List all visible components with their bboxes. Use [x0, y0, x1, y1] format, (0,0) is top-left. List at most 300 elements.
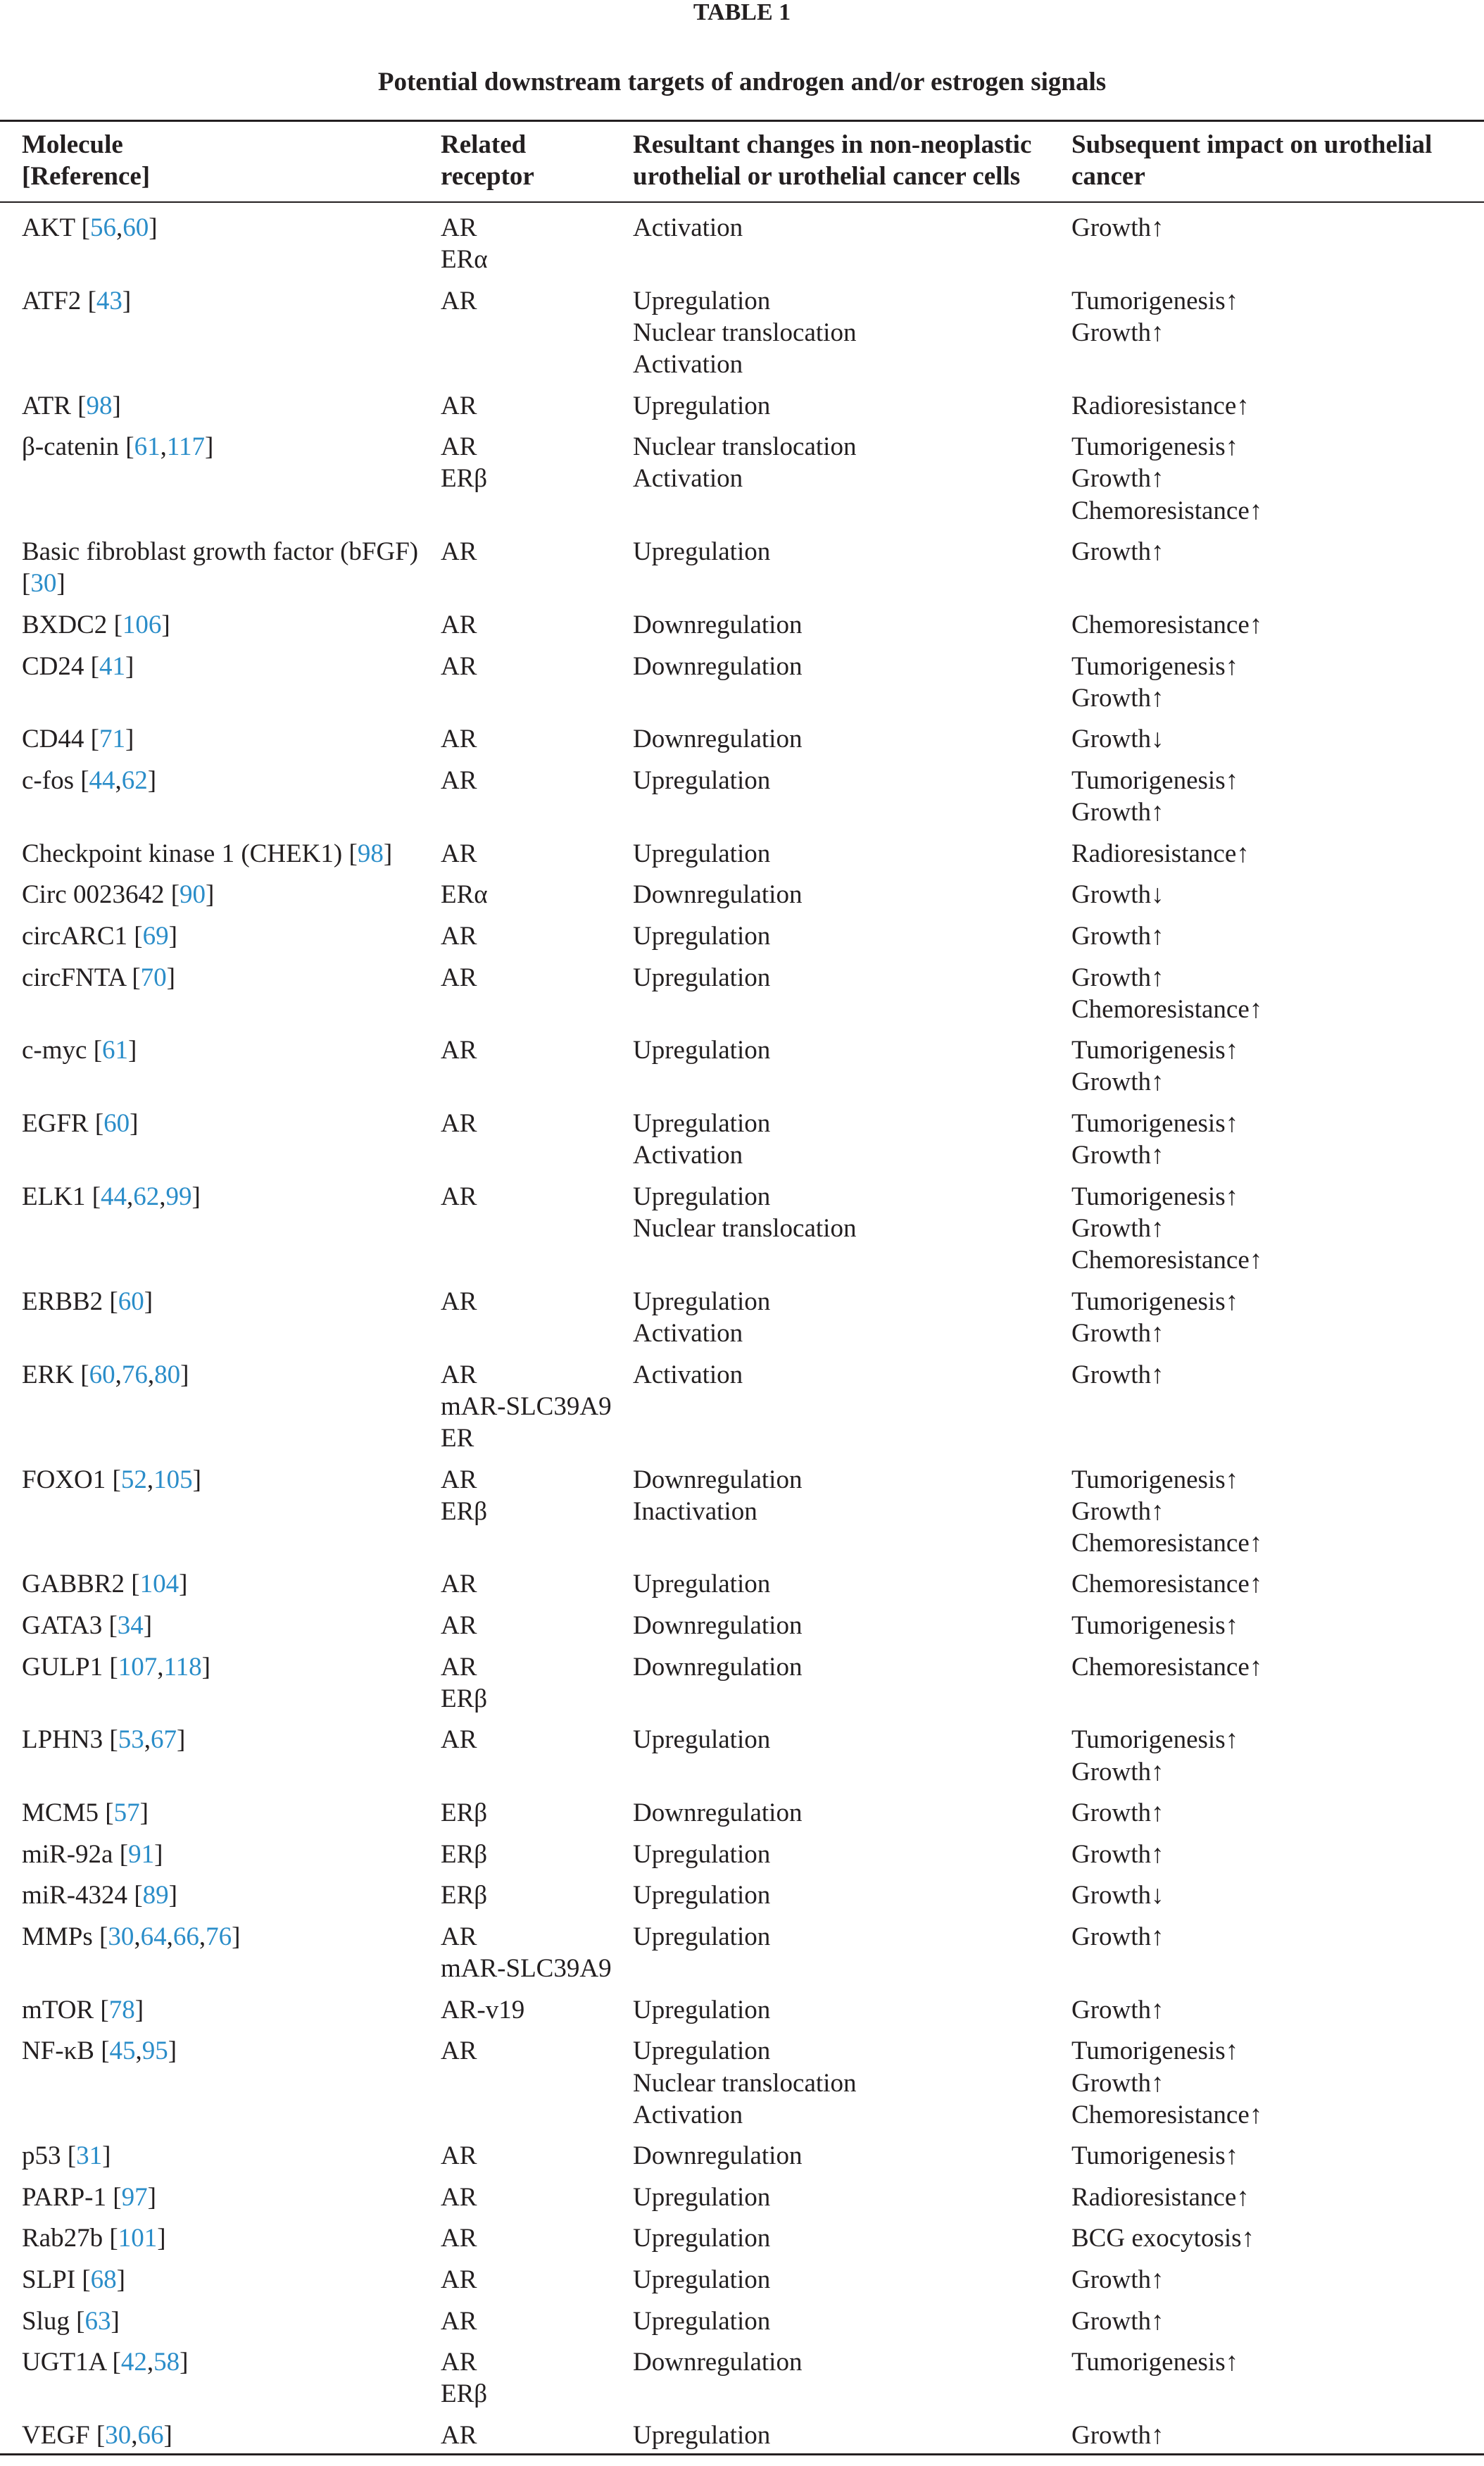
molecule-name: ERK — [22, 1360, 74, 1389]
reference-separator: , — [115, 765, 122, 795]
molecule-name: c-fos — [22, 765, 74, 795]
receptor-item: AR — [441, 2421, 477, 2450]
reference-link[interactable]: 98 — [357, 839, 384, 868]
impact-item: Growth↑ — [1071, 683, 1164, 713]
table-row — [0, 528, 1484, 601]
molecule-name: ERBB2 — [22, 1287, 103, 1316]
reference-link[interactable]: 91 — [128, 1839, 155, 1869]
reference-bracket-close: ] — [192, 1465, 201, 1494]
molecule-text — [22, 390, 430, 422]
receptor-cell — [441, 838, 633, 870]
molecule-text — [22, 920, 430, 952]
impact-cell — [1071, 609, 1484, 641]
reference-separator: , — [134, 1922, 141, 1951]
molecule-cell — [0, 2182, 441, 2213]
impact-cell — [1071, 285, 1484, 349]
reference-group — [105, 1798, 149, 1827]
reference-link[interactable]: 44 — [101, 1182, 127, 1211]
reference-bracket-open: [ — [113, 2182, 122, 2212]
impact-cell — [1071, 1994, 1484, 2026]
reference-bracket-close: ] — [149, 213, 158, 242]
reference-bracket-close: ] — [134, 1995, 144, 2024]
header-line: cancer — [1071, 162, 1145, 192]
reference-separator: , — [160, 432, 167, 462]
reference-bracket-close: ] — [56, 569, 65, 599]
receptor-item: ERα — [441, 880, 488, 910]
reference-link[interactable]: 60 — [89, 1360, 115, 1389]
reference-bracket-open: [ — [22, 569, 31, 599]
receptor-item: AR — [441, 1652, 477, 1682]
header-line: Related — [441, 130, 527, 160]
change-item: Upregulation — [633, 1182, 771, 1211]
reference-link[interactable]: 69 — [142, 921, 169, 951]
reference-bracket-open: [ — [109, 1725, 118, 1755]
table-row — [0, 913, 1484, 954]
receptor-item: AR — [441, 2265, 477, 2295]
molecule-cell — [0, 1359, 441, 1391]
reference-group — [88, 287, 132, 315]
reference-group — [96, 2421, 172, 2450]
receptor-cell — [441, 1286, 633, 1318]
molecule-text — [22, 1839, 430, 1870]
changes-cell — [633, 723, 1071, 755]
impact-item: Chemoresistance↑ — [1071, 1528, 1263, 1558]
molecule-text — [22, 962, 430, 994]
molecule-name: ATF2 — [22, 286, 82, 315]
molecule-cell — [0, 2222, 441, 2254]
molecule-name: β-catenin — [22, 432, 119, 462]
table-row — [0, 643, 1484, 716]
header-impact — [1071, 129, 1484, 192]
impact-cell — [1071, 920, 1484, 952]
molecule-cell — [0, 2420, 441, 2451]
table-row — [0, 1872, 1484, 1913]
molecule-name: mTOR — [22, 1995, 94, 2024]
changes-cell — [633, 1034, 1071, 1066]
reference-bracket-close: ] — [144, 1287, 153, 1316]
changes-cell — [633, 879, 1071, 910]
molecule-text — [22, 2182, 430, 2213]
impact-cell — [1071, 962, 1484, 1025]
molecule-name: VEGF — [22, 2421, 90, 2450]
table-row — [0, 1173, 1484, 1278]
molecule-cell — [0, 1181, 441, 1213]
changes-cell — [633, 1879, 1071, 1911]
reference-link[interactable]: 67 — [150, 1725, 177, 1755]
reference-link[interactable]: 57 — [113, 1798, 140, 1828]
molecule-text — [22, 1994, 430, 2026]
reference-bracket-close: ] — [116, 2265, 125, 2295]
receptor-cell — [441, 2182, 633, 2213]
molecule-name: Slug — [22, 2306, 70, 2336]
table-row — [0, 382, 1484, 424]
reference-separator: , — [166, 1922, 173, 1951]
reference-bracket-close: ] — [102, 2141, 111, 2171]
changes-cell — [633, 1724, 1071, 1755]
reference-bracket-open: [ — [170, 880, 180, 910]
reference-separator: , — [159, 1182, 166, 1211]
table-row — [0, 2412, 1484, 2453]
table-row — [0, 2298, 1484, 2339]
reference-bracket-open: [ — [109, 1652, 118, 1682]
reference-bracket-close: ] — [191, 1182, 201, 1211]
reference-link[interactable]: 107 — [118, 1652, 158, 1682]
molecule-text — [22, 212, 430, 244]
reference-link[interactable]: 31 — [76, 2141, 103, 2171]
reference-bracket-close: ] — [157, 2224, 166, 2253]
reference-link[interactable]: 64 — [140, 1922, 167, 1951]
receptor-cell — [441, 1651, 633, 1715]
change-item: Activation — [633, 1141, 743, 1170]
molecule-name: p53 — [22, 2141, 61, 2171]
molecule-text — [22, 536, 430, 599]
receptor-cell — [441, 1921, 633, 1984]
reference-link[interactable]: 66 — [137, 2421, 164, 2450]
molecule-cell — [0, 609, 441, 641]
changes-cell — [633, 1651, 1071, 1683]
receptor-item: AR — [441, 921, 477, 951]
reference-bracket-open: [ — [82, 2265, 91, 2295]
reference-bracket-open: [ — [132, 963, 141, 992]
molecule-cell — [0, 1724, 441, 1755]
reference-link[interactable]: 66 — [172, 1922, 199, 1951]
receptor-item: AR — [441, 765, 477, 795]
molecule-name: ELK1 — [22, 1182, 86, 1211]
impact-item: Tumorigenesis↑ — [1071, 2348, 1239, 2377]
impact-item: Growth↑ — [1071, 1922, 1164, 1951]
change-item: Activation — [633, 1318, 743, 1348]
reference-group — [134, 1881, 177, 1910]
molecule-cell — [0, 1797, 441, 1829]
header-line: urothelial or urothelial cancer cells — [633, 162, 1021, 192]
table-row — [0, 1278, 1484, 1351]
change-item: Upregulation — [633, 2306, 771, 2336]
impact-item: Tumorigenesis↑ — [1071, 1725, 1239, 1755]
reference-bracket-close: ] — [206, 880, 215, 910]
reference-link[interactable]: 43 — [96, 286, 122, 315]
reference-link[interactable]: 99 — [165, 1182, 192, 1211]
molecule-text — [22, 1724, 430, 1755]
reference-link[interactable]: 98 — [86, 391, 113, 420]
receptor-cell — [441, 651, 633, 682]
table-row — [0, 1027, 1484, 1100]
reference-link[interactable]: 104 — [139, 1570, 180, 1599]
reference-link[interactable]: 42 — [120, 2348, 147, 2377]
impact-item: Growth↑ — [1071, 1496, 1164, 1526]
molecule-text — [22, 2140, 430, 2172]
reference-link[interactable]: 60 — [103, 1109, 130, 1139]
reference-bracket-close: ] — [166, 963, 175, 992]
change-item: Upregulation — [633, 2265, 771, 2295]
reference-group — [112, 2348, 188, 2377]
change-item: Downregulation — [633, 2348, 803, 2377]
reference-group — [22, 569, 65, 598]
impact-item: Growth↑ — [1071, 537, 1164, 567]
reference-group — [171, 880, 215, 909]
impact-cell — [1071, 1568, 1484, 1600]
molecule-text — [22, 1610, 430, 1641]
reference-link[interactable]: 41 — [99, 651, 125, 681]
receptor-cell — [441, 2035, 633, 2067]
reference-group — [101, 2036, 177, 2065]
molecule-name: circFNTA — [22, 963, 126, 992]
molecule-cell — [0, 212, 441, 244]
impact-cell — [1071, 838, 1484, 870]
receptor-cell — [441, 1839, 633, 1870]
table-row — [0, 2132, 1484, 2174]
molecule-name: SLPI — [22, 2265, 76, 2295]
reference-separator: , — [144, 1725, 151, 1755]
reference-link[interactable]: 117 — [166, 432, 205, 462]
molecule-cell — [0, 1568, 441, 1600]
impact-item: Growth↑ — [1071, 318, 1164, 347]
reference-bracket-open: [ — [109, 1287, 118, 1316]
impact-item: Growth↑ — [1071, 1141, 1164, 1170]
changes-cell — [633, 2182, 1071, 2213]
molecule-name: MMPs — [22, 1922, 93, 1951]
molecule-name: CD44 — [22, 725, 84, 754]
molecule-name: Circ 0023642 — [22, 880, 165, 910]
reference-link[interactable]: 34 — [117, 1611, 144, 1641]
reference-bracket-open: [ — [134, 1881, 143, 1910]
reference-link[interactable]: 62 — [121, 765, 148, 795]
reference-link[interactable]: 44 — [89, 765, 115, 795]
receptor-item: ER — [441, 1423, 474, 1453]
table-row — [0, 1351, 1484, 1456]
impact-item: Growth↑ — [1071, 2265, 1164, 2295]
change-item: Activation — [633, 464, 743, 494]
changes-cell — [633, 2035, 1071, 2131]
reference-link[interactable]: 78 — [108, 1995, 135, 2024]
reference-group — [95, 1109, 139, 1138]
receptor-item: AR — [441, 213, 477, 242]
reference-bracket-close: ] — [125, 725, 134, 754]
reference-group — [109, 1725, 185, 1754]
molecule-name: PARP-1 — [22, 2182, 106, 2212]
reference-bracket-close: ] — [139, 1798, 149, 1828]
molecule-cell — [0, 1108, 441, 1139]
reference-link[interactable]: 63 — [84, 2306, 111, 2336]
reference-link[interactable]: 60 — [122, 213, 149, 242]
reference-bracket-close: ] — [163, 2421, 172, 2450]
molecule-cell — [0, 765, 441, 796]
receptor-cell — [441, 1610, 633, 1641]
molecule-text — [22, 285, 430, 317]
impact-cell — [1071, 2264, 1484, 2296]
bottom-rule — [0, 2453, 1484, 2455]
reference-link[interactable]: 45 — [109, 2036, 136, 2066]
reference-link[interactable]: 70 — [140, 963, 167, 992]
reference-bracket-open: [ — [96, 2421, 106, 2450]
receptor-cell — [441, 879, 633, 910]
changes-cell — [633, 2222, 1071, 2254]
reference-link[interactable]: 97 — [121, 2182, 148, 2212]
changes-cell — [633, 1464, 1071, 1527]
molecule-text — [22, 1879, 430, 1911]
changes-cell — [633, 1994, 1071, 2026]
reference-bracket-close: ] — [154, 1839, 163, 1869]
impact-cell — [1071, 1651, 1484, 1683]
impact-item: Tumorigenesis↑ — [1071, 1036, 1239, 1065]
reference-link[interactable]: 60 — [118, 1287, 144, 1316]
molecule-text — [22, 2305, 430, 2337]
molecule-text — [22, 1359, 430, 1391]
reference-bracket-open: [ — [108, 1611, 118, 1641]
changes-cell — [633, 212, 1071, 244]
reference-link[interactable]: 118 — [163, 1652, 202, 1682]
reference-link[interactable]: 106 — [122, 611, 162, 640]
receptor-item: ERβ — [441, 464, 488, 494]
impact-item: Growth↑ — [1071, 2306, 1164, 2336]
changes-cell — [633, 1610, 1071, 1641]
reference-separator: , — [147, 1360, 155, 1389]
impact-item: Tumorigenesis↑ — [1071, 286, 1239, 315]
impact-cell — [1071, 1359, 1484, 1391]
reference-bracket-close: ] — [176, 1725, 186, 1755]
impact-item: Growth↓ — [1071, 880, 1164, 910]
reference-bracket-open: [ — [80, 765, 89, 795]
reference-group — [94, 1036, 137, 1065]
reference-bracket-open: [ — [101, 2036, 110, 2066]
receptor-item: ERβ — [441, 1684, 488, 1713]
molecule-text — [22, 1286, 430, 1318]
reference-link[interactable]: 95 — [142, 2036, 168, 2066]
reference-group — [114, 611, 170, 639]
receptor-cell — [441, 765, 633, 796]
reference-group — [91, 725, 134, 753]
table-row — [0, 2215, 1484, 2256]
change-item: Upregulation — [633, 963, 771, 992]
impact-item: Tumorigenesis↑ — [1071, 765, 1239, 795]
reference-separator: , — [115, 213, 123, 242]
receptor-cell — [441, 285, 633, 317]
reference-bracket-close: ] — [147, 2182, 156, 2212]
impact-item: Chemoresistance↑ — [1071, 1246, 1263, 1275]
reference-link[interactable]: 30 — [108, 1922, 134, 1951]
reference-link[interactable]: 30 — [105, 2421, 132, 2450]
reference-link[interactable]: 53 — [118, 1725, 144, 1755]
molecule-text — [22, 1181, 430, 1213]
reference-link[interactable]: 61 — [102, 1036, 129, 1065]
change-item: Upregulation — [633, 839, 771, 868]
change-item: Upregulation — [633, 1995, 771, 2024]
impact-item: Chemoresistance↑ — [1071, 1570, 1263, 1599]
reference-bracket-open: [ — [348, 839, 358, 868]
receptor-cell — [441, 723, 633, 755]
impact-item: Tumorigenesis↑ — [1071, 1465, 1239, 1494]
receptor-item: AR — [441, 286, 477, 315]
reference-separator: , — [135, 2036, 142, 2066]
table-row — [0, 1100, 1484, 1173]
molecule-text — [22, 431, 430, 463]
reference-bracket-close: ] — [168, 921, 177, 951]
reference-link[interactable]: 105 — [153, 1465, 193, 1494]
reference-link[interactable]: 56 — [89, 213, 116, 242]
header-line: Resultant changes in non-neoplastic — [633, 130, 1032, 160]
reference-link[interactable]: 62 — [133, 1182, 160, 1211]
reference-link[interactable]: 101 — [118, 2224, 158, 2253]
reference-bracket-close: ] — [180, 2348, 189, 2377]
reference-bracket-close: ] — [168, 1881, 177, 1910]
reference-link[interactable]: 89 — [142, 1881, 169, 1910]
receptor-item: AR — [441, 1725, 477, 1755]
receptor-item: AR — [441, 1287, 477, 1316]
reference-link[interactable]: 80 — [154, 1360, 181, 1389]
reference-separator: , — [199, 1922, 206, 1951]
receptor-item: ERβ — [441, 2379, 488, 2409]
reference-link[interactable]: 61 — [134, 432, 161, 462]
table-row — [0, 1831, 1484, 1872]
molecule-name: NF-κB — [22, 2036, 94, 2066]
molecule-name: ATR — [22, 391, 71, 420]
receptor-item: AR — [441, 2306, 477, 2336]
change-item: Upregulation — [633, 1109, 771, 1139]
reference-link[interactable]: 90 — [180, 880, 206, 910]
reference-bracket-open: [ — [94, 1109, 104, 1139]
receptor-item: AR — [441, 1109, 477, 1139]
changes-cell — [633, 609, 1071, 641]
receptor-cell — [441, 2305, 633, 2337]
changes-cell — [633, 2346, 1071, 2378]
reference-group — [132, 963, 175, 992]
change-item: Upregulation — [633, 2036, 771, 2066]
changes-cell — [633, 962, 1071, 994]
reference-link[interactable]: 68 — [90, 2265, 117, 2295]
table-row — [0, 715, 1484, 757]
impact-item: Growth↓ — [1071, 1881, 1164, 1910]
impact-cell — [1071, 212, 1484, 244]
receptor-cell — [441, 1464, 633, 1527]
table-row — [0, 1913, 1484, 1986]
reference-bracket-close: ] — [161, 611, 170, 640]
reference-link[interactable]: 52 — [120, 1465, 147, 1494]
receptor-item: AR — [441, 2224, 477, 2253]
molecule-text — [22, 609, 430, 641]
reference-link[interactable]: 58 — [153, 2348, 180, 2377]
reference-bracket-open: [ — [131, 1570, 140, 1599]
reference-link[interactable]: 76 — [121, 1360, 148, 1389]
change-item: Nuclear translocation — [633, 432, 857, 462]
reference-bracket-close: ] — [147, 765, 157, 795]
impact-cell — [1071, 536, 1484, 568]
molecule-name: miR-4324 — [22, 1881, 128, 1910]
reference-link[interactable]: 76 — [206, 1922, 232, 1951]
table-row — [0, 1789, 1484, 1831]
reference-group — [68, 2141, 111, 2170]
reference-bracket-close: ] — [201, 1652, 210, 1682]
table-row — [0, 277, 1484, 382]
reference-group — [113, 2183, 156, 2212]
impact-cell — [1071, 431, 1484, 527]
changes-cell — [633, 1568, 1071, 1600]
reference-link[interactable]: 71 — [99, 725, 125, 754]
receptor-item: AR — [441, 1465, 477, 1494]
molecule-cell — [0, 2264, 441, 2296]
molecule-text — [22, 723, 430, 755]
reference-group — [99, 1922, 240, 1951]
receptor-item: AR-v19 — [441, 1995, 525, 2024]
receptor-item: AR — [441, 432, 477, 462]
change-item: Upregulation — [633, 1287, 771, 1316]
impact-item: Growth↑ — [1071, 1214, 1164, 1244]
impact-cell — [1071, 2035, 1484, 2131]
reference-bracket-close: ] — [232, 1922, 241, 1951]
receptor-item: ERβ — [441, 1496, 488, 1526]
impact-cell — [1071, 1464, 1484, 1560]
receptor-cell — [441, 1797, 633, 1829]
reference-link[interactable]: 30 — [30, 569, 57, 599]
molecule-cell — [0, 1921, 441, 1953]
